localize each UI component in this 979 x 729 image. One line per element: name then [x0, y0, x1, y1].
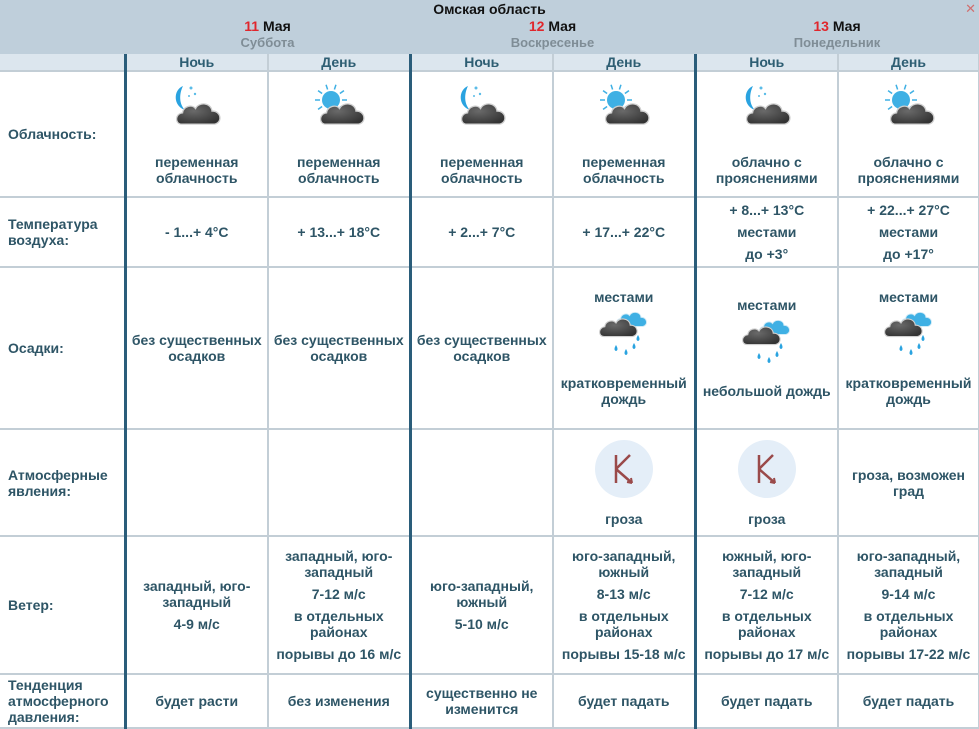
cloud-text: облачность	[156, 170, 238, 186]
wind-speed: 7-12 м/с	[311, 586, 366, 602]
wind-label: Ветер:	[0, 536, 125, 674]
precip-cell	[553, 267, 695, 429]
cloud-text: переменная	[155, 154, 239, 170]
wind-note: в отдельных	[863, 608, 954, 624]
sun-cloud-icon	[879, 82, 939, 132]
cloud-text: облачность	[441, 170, 523, 186]
precip-text: кратковременный	[845, 375, 972, 391]
wind-direction: юго-западный,	[572, 548, 676, 564]
period-day: День	[838, 54, 979, 71]
clouds-row	[0, 71, 979, 197]
wind-speed: 4-9 м/с	[173, 616, 220, 632]
day-weekday: Понедельник	[793, 35, 881, 50]
wind-speed: 8-13 м/с	[596, 586, 651, 602]
pressure-trend: без изменения	[287, 693, 390, 709]
phenomena-cell	[695, 429, 838, 536]
wind-note: районах	[594, 624, 653, 640]
temperature-note: местами	[737, 224, 797, 240]
wind-gust: порывы до 16 м/с	[276, 646, 402, 662]
pressure-cell	[695, 674, 838, 728]
day-header-2	[410, 18, 695, 50]
phenomena-cell	[125, 429, 268, 536]
cloud-text: переменная	[440, 154, 524, 170]
temperature-range: + 22...+ 27°C	[867, 202, 950, 218]
temperature-cell	[695, 197, 838, 267]
wind-direction: юго-западный,	[430, 578, 534, 594]
temperature-range: + 2...+ 7°C	[448, 224, 516, 240]
temperature-label: Температура воздуха:	[0, 197, 125, 267]
wind-gust: порывы 15-18 м/с	[561, 646, 686, 662]
precip-text: небольшой дождь	[702, 383, 831, 399]
temperature-note: до +17°	[883, 246, 934, 262]
phenomena-row	[0, 429, 979, 536]
precip-text: осадков	[310, 348, 368, 364]
day-number: 11	[244, 18, 260, 34]
phenomena-cell	[410, 429, 553, 536]
wind-direction: западный	[162, 594, 232, 610]
period-night: Ночь	[695, 54, 838, 71]
wind-cell	[695, 536, 838, 674]
close-icon[interactable]: ✕	[965, 1, 976, 16]
sun-cloud-icon	[309, 82, 369, 132]
day-date	[410, 18, 695, 35]
wind-direction: западный	[874, 564, 943, 580]
pressure-label: Тенденция атмосферного давления:	[0, 674, 125, 728]
precip-text: без существенных	[131, 332, 262, 348]
day-number: 13	[813, 18, 829, 34]
pressure-trend: будет падать	[720, 693, 813, 709]
region-title: Омская область	[433, 1, 546, 17]
day-header-1	[125, 18, 410, 50]
pressure-cell	[268, 674, 410, 728]
period-day: День	[268, 54, 410, 71]
thunderstorm-icon[interactable]	[737, 439, 797, 499]
period-row	[0, 54, 979, 71]
precip-note: местами	[878, 289, 939, 305]
temperature-cell	[125, 197, 268, 267]
phenomena-text: град	[892, 482, 925, 499]
wind-cell	[553, 536, 695, 674]
wind-note: районах	[309, 624, 368, 640]
moon-cloud-icon	[167, 82, 227, 132]
pressure-trend: будет падать	[577, 693, 670, 709]
clouds-cell	[410, 71, 553, 197]
pressure-row	[0, 674, 979, 728]
wind-direction: южный, юго-	[722, 548, 812, 564]
phenomena-cell	[268, 429, 410, 536]
wind-note: районах	[737, 624, 796, 640]
pressure-trend: будет падать	[862, 693, 955, 709]
day-month: Мая	[262, 18, 291, 34]
wind-note: в отдельных	[721, 608, 812, 624]
wind-note: в отдельных	[293, 608, 384, 624]
precip-text: осадков	[168, 348, 226, 364]
wind-direction: западный, юго-	[143, 578, 251, 594]
temperature-range: + 17...+ 22°C	[582, 224, 666, 240]
phenomena-cell	[553, 429, 695, 536]
temperature-note: местами	[878, 224, 939, 240]
precip-text: без существенных	[416, 332, 547, 348]
forecast-header	[0, 0, 979, 54]
cloud-text: облачно с	[873, 154, 944, 170]
pressure-cell	[125, 674, 268, 728]
wind-cell	[838, 536, 979, 674]
period-day: День	[553, 54, 695, 71]
wind-speed: 7-12 м/с	[739, 586, 794, 602]
day-date	[695, 18, 979, 35]
day-weekday: Воскресенье	[510, 35, 595, 50]
precip-cell	[410, 267, 553, 429]
precip-note: местами	[594, 289, 654, 305]
precip-text: без существенных	[273, 332, 404, 348]
cloud-text: прояснениями	[857, 170, 960, 186]
wind-cell	[268, 536, 410, 674]
temperature-range: + 13...+ 18°C	[297, 224, 381, 240]
day-month: Мая	[832, 18, 861, 34]
day-date	[125, 18, 410, 35]
pressure-cell	[553, 674, 695, 728]
wind-speed: 9-14 м/с	[881, 586, 936, 602]
phenomena-text: гроза, возможен	[851, 466, 965, 483]
temperature-cell	[268, 197, 410, 267]
rain-cloud-icon	[594, 305, 654, 361]
moon-cloud-icon	[737, 82, 797, 132]
cloud-text: облачно с	[731, 154, 802, 170]
temperature-range: - 1...+ 4°C	[164, 224, 229, 240]
wind-row	[0, 536, 979, 674]
day-number: 12	[528, 18, 545, 34]
clouds-cell	[553, 71, 695, 197]
wind-direction: южный	[456, 594, 508, 610]
pressure-cell	[410, 674, 553, 728]
day-header-3	[695, 18, 979, 50]
cloud-text: облачность	[583, 170, 665, 186]
period-night: Ночь	[410, 54, 553, 71]
temperature-range: + 8...+ 13°C	[729, 202, 805, 218]
precip-text: дождь	[601, 391, 647, 407]
precip-text: осадков	[453, 348, 511, 364]
precip-cell	[838, 267, 979, 429]
wind-gust: порывы 17-22 м/с	[846, 646, 971, 662]
wind-direction: западный	[732, 564, 802, 580]
temperature-cell	[553, 197, 695, 267]
phenomena-text: гроза	[748, 510, 786, 527]
precip-cell	[268, 267, 410, 429]
sun-cloud-icon	[594, 82, 654, 132]
temperature-note: до +3°	[745, 246, 789, 262]
precip-cell	[695, 267, 838, 429]
cloud-text: облачность	[298, 170, 380, 186]
wind-direction: южный	[598, 564, 650, 580]
clouds-cell	[838, 71, 979, 197]
wind-direction: западный, юго-	[285, 548, 393, 564]
thunderstorm-icon[interactable]	[594, 439, 654, 499]
temperature-cell	[838, 197, 979, 267]
wind-gust: порывы до 17 м/с	[704, 646, 830, 662]
precip-text: дождь	[886, 391, 931, 407]
phenomena-label: Атмосферные явления:	[0, 429, 125, 536]
cloud-text: прояснениями	[715, 170, 818, 186]
rain-cloud-icon	[737, 313, 797, 369]
moon-cloud-icon	[452, 82, 512, 132]
wind-cell	[125, 536, 268, 674]
temperature-row	[0, 197, 979, 267]
period-night: Ночь	[125, 54, 268, 71]
clouds-cell	[268, 71, 410, 197]
wind-cell	[410, 536, 553, 674]
precip-note: местами	[737, 297, 797, 313]
precip-text: кратковременный	[560, 375, 687, 391]
period-label-empty	[0, 54, 125, 71]
cloud-text: переменная	[297, 154, 381, 170]
wind-speed: 5-10 м/с	[454, 616, 509, 632]
clouds-label: Облачность:	[0, 71, 125, 197]
wind-note: районах	[879, 624, 938, 640]
rain-cloud-icon	[879, 305, 939, 361]
cloud-text: переменная	[582, 154, 666, 170]
pressure-trend: изменится	[445, 701, 519, 717]
phenomena-cell	[838, 429, 979, 536]
phenomena-text: гроза	[605, 510, 643, 527]
precipitation-label: Осадки:	[0, 267, 125, 429]
precip-cell	[125, 267, 268, 429]
clouds-cell	[125, 71, 268, 197]
precipitation-row	[0, 267, 979, 429]
wind-note: в отдельных	[578, 608, 669, 624]
wind-direction: юго-западный,	[856, 548, 961, 564]
day-month: Мая	[548, 18, 577, 34]
pressure-trend: существенно не	[426, 685, 538, 701]
pressure-cell	[838, 674, 979, 728]
temperature-cell	[410, 197, 553, 267]
forecast-table	[0, 54, 979, 729]
wind-direction: западный	[304, 564, 374, 580]
day-weekday: Суббота	[240, 35, 295, 50]
clouds-cell	[695, 71, 838, 197]
pressure-trend: будет расти	[155, 693, 239, 709]
